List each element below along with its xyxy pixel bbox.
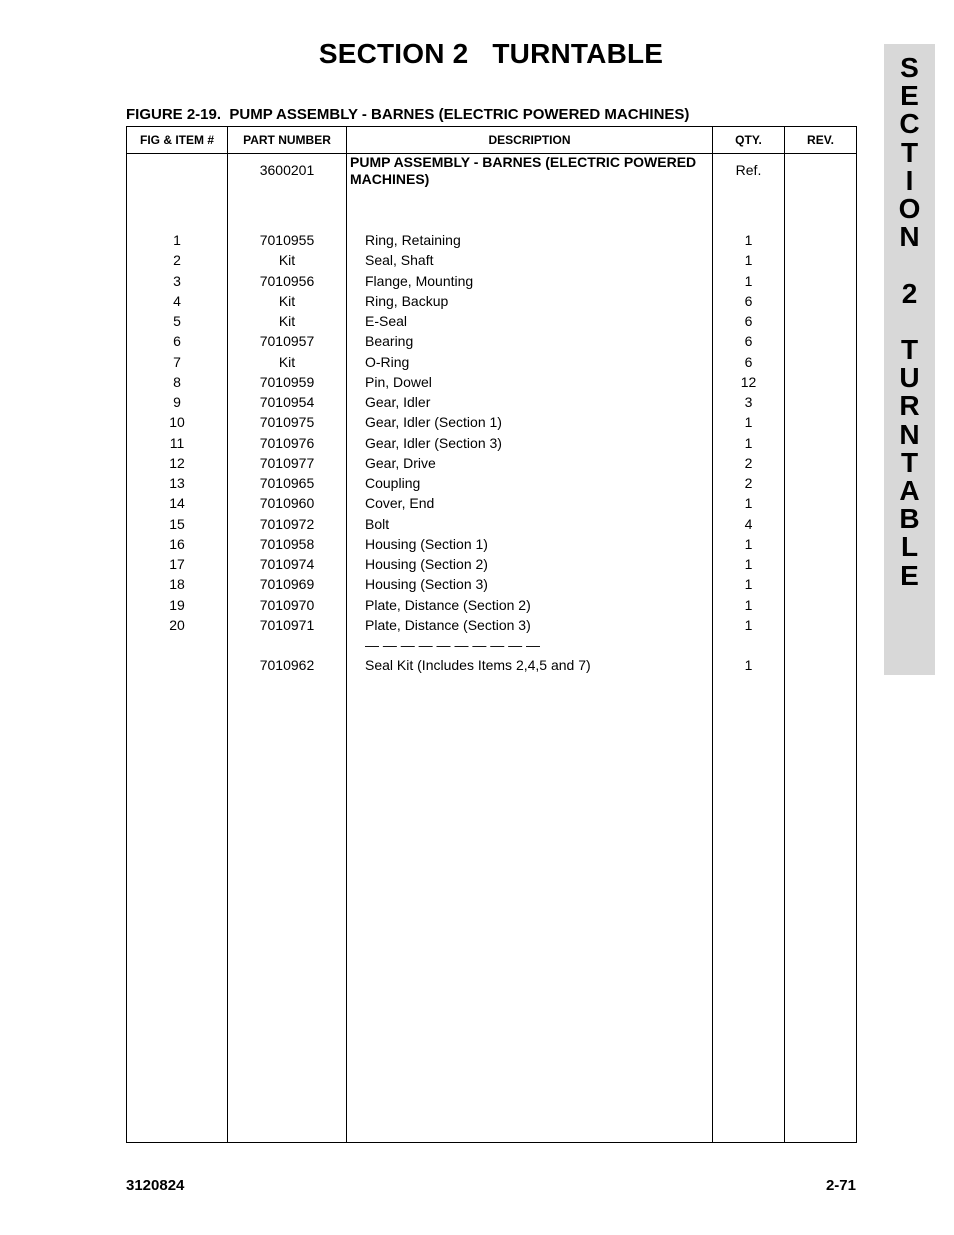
part-qty: 1 — [744, 556, 753, 572]
part-qty: 1 — [744, 576, 753, 593]
part-qty: 1 — [744, 434, 753, 451]
part-qty: 6 — [744, 313, 753, 329]
part-description: Coupling — [365, 475, 421, 491]
column-header-rev: REV. — [807, 133, 834, 147]
side-tab-letter: T — [900, 136, 919, 168]
item-number: 16 — [169, 535, 185, 552]
part-qty: 6 — [744, 292, 753, 309]
part-number: 7010974 — [259, 556, 315, 572]
part-number: 7010956 — [259, 272, 315, 289]
kit-qty: 1 — [744, 657, 753, 674]
column-divider — [346, 127, 347, 1142]
part-number: 7010965 — [259, 475, 315, 491]
part-number: 7010969 — [259, 576, 315, 593]
part-description: Seal, Shaft — [365, 252, 434, 269]
part-description: Gear, Idler (Section 3) — [365, 434, 502, 451]
item-number: 7 — [173, 353, 181, 370]
part-qty: 6 — [744, 333, 753, 350]
item-number: 12 — [169, 454, 185, 471]
item-number: 11 — [169, 434, 185, 451]
part-qty: 2 — [744, 475, 753, 491]
part-number: 7010972 — [259, 515, 315, 532]
document-number: 3120824 — [126, 1177, 185, 1194]
kit-part-number: 7010962 — [259, 657, 315, 674]
item-number: 20 — [169, 616, 185, 633]
part-description: Housing (Section 2) — [365, 556, 488, 572]
side-tab-letter: U — [899, 362, 920, 394]
item-number: 9 — [173, 394, 181, 410]
side-tab-letter: T — [900, 446, 919, 478]
item-number: 4 — [173, 292, 181, 309]
part-number: 7010975 — [259, 414, 315, 431]
figure-title: FIGURE 2-19. PUMP ASSEMBLY - BARNES (ELECTRIC POWERED MACHINES) — [126, 106, 690, 123]
part-qty: 1 — [744, 414, 753, 431]
part-description: E-Seal — [365, 313, 408, 329]
part-description: Flange, Mounting — [365, 272, 474, 289]
part-description: Cover, End — [365, 495, 435, 512]
item-number: 18 — [169, 576, 185, 593]
part-qty: 1 — [744, 596, 753, 613]
part-number: 7010957 — [259, 333, 315, 350]
assembly-description: PUMP ASSEMBLY - BARNES (ELECTRIC POWERED MACHINES) — [350, 154, 697, 187]
separator-dashes: — — — — — — — — — — — [365, 637, 541, 653]
column-header-part-number: PART NUMBER — [243, 133, 331, 147]
section-title: SECTION 2 TURNTABLE — [318, 38, 664, 69]
item-number: 8 — [173, 373, 181, 390]
part-number: 7010958 — [259, 535, 315, 552]
part-number: 7010954 — [259, 394, 315, 410]
part-qty: 6 — [744, 353, 753, 370]
column-header-fig-item: FIG & ITEM # — [139, 133, 214, 147]
part-number: Kit — [278, 252, 296, 269]
item-number: 2 — [173, 252, 181, 269]
part-qty: 2 — [744, 454, 753, 471]
part-number: 7010971 — [259, 616, 315, 633]
side-tab-letter: 2 — [901, 277, 918, 309]
side-tab-letter: B — [899, 503, 920, 535]
part-description: Gear, Idler (Section 1) — [365, 414, 502, 431]
part-description: Housing (Section 1) — [365, 535, 488, 552]
part-qty: 1 — [744, 616, 753, 633]
part-number: Kit — [278, 313, 296, 329]
part-number: 7010960 — [259, 495, 315, 512]
page-number: 2-71 — [825, 1177, 856, 1194]
side-tab-letter: T — [900, 334, 919, 365]
part-description: Ring, Backup — [365, 292, 449, 309]
parts-table — [126, 126, 857, 1143]
part-description: Housing (Section 3) — [365, 576, 488, 593]
item-number: 13 — [169, 475, 185, 491]
item-number: 14 — [169, 495, 185, 512]
side-tab-letter: O — [898, 193, 921, 224]
item-number: 17 — [169, 556, 185, 572]
part-description: O-Ring — [365, 353, 410, 370]
side-tab-letter: L — [900, 531, 919, 563]
side-tab-letter: C — [899, 108, 920, 140]
side-tab-letter: A — [899, 475, 920, 506]
column-divider — [784, 127, 785, 1142]
side-tab-letter: I — [905, 164, 914, 196]
part-description: Plate, Distance (Section 2) — [365, 596, 531, 613]
column-header-description: DESCRIPTION — [488, 133, 571, 147]
part-number: 7010959 — [259, 373, 315, 390]
side-tab-letter: E — [900, 559, 919, 591]
kit-description: Seal Kit (Includes Items 2,4,5 and 7) — [365, 657, 591, 674]
part-qty: 4 — [744, 515, 753, 532]
side-tab-letter: N — [899, 221, 920, 253]
column-header-qty: QTY. — [735, 133, 762, 147]
part-number: 7010976 — [259, 434, 315, 451]
part-qty: 1 — [744, 232, 753, 248]
item-number: 10 — [169, 414, 185, 431]
part-qty: 3 — [744, 394, 753, 410]
section-side-tab — [884, 44, 935, 675]
part-qty: 1 — [744, 535, 753, 552]
item-number: 1 — [173, 232, 181, 248]
item-number: 15 — [169, 515, 185, 532]
part-description: Bearing — [365, 333, 414, 350]
part-number: 7010977 — [259, 454, 315, 471]
part-description: Ring, Retaining — [365, 232, 461, 248]
side-tab-letter: N — [899, 418, 920, 450]
part-description: Gear, Idler — [365, 394, 431, 410]
part-number: 7010970 — [259, 596, 315, 613]
part-qty: 12 — [740, 373, 757, 390]
part-number: Kit — [278, 292, 296, 309]
part-description: Plate, Distance (Section 3) — [365, 616, 531, 633]
part-description: Pin, Dowel — [365, 373, 432, 390]
part-description: Gear, Drive — [365, 454, 436, 471]
assembly-part-number: 3600201 — [259, 162, 315, 178]
part-number: Kit — [278, 353, 296, 370]
item-number: 5 — [173, 313, 181, 329]
side-tab-letter: S — [900, 52, 919, 83]
part-description: Bolt — [365, 515, 390, 532]
assembly-qty: Ref. — [735, 162, 762, 178]
part-qty: 1 — [744, 272, 753, 289]
item-number: 3 — [173, 272, 181, 289]
side-tab-letter: R — [899, 390, 920, 422]
item-number: 19 — [169, 596, 185, 613]
part-number: 7010955 — [259, 232, 315, 248]
part-qty: 1 — [744, 495, 753, 512]
item-number: 6 — [173, 333, 181, 350]
part-qty: 1 — [744, 252, 753, 269]
side-tab-letter: E — [900, 80, 919, 112]
